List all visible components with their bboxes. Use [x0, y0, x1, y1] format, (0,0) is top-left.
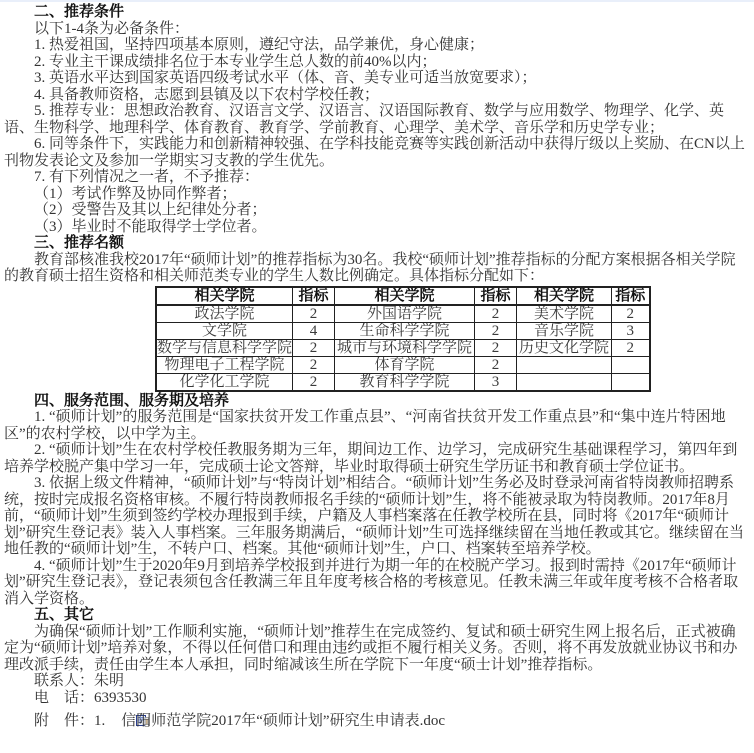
college-header: 相关学院 [335, 287, 475, 305]
s2-subitem-3: （3）毕业时不能取得学士学位者。 [34, 218, 267, 235]
quota-cell [612, 373, 650, 391]
s2-item-3: 3. 英语水平达到国家英语四级考试水平（体、音、美专业可适当放宽要求）； [34, 70, 537, 86]
quota-cell: 2 [475, 356, 517, 373]
quota-cell: 2 [475, 305, 517, 323]
table-row [156, 356, 650, 373]
college-cell: 教育科学学院 [335, 373, 475, 391]
quota-cell: 2 [612, 305, 650, 323]
quota-table [155, 286, 651, 392]
college-cell [517, 373, 612, 391]
section3-para: 教育部核准我校2017年“硕师计划”的推荐指标为30名。我校“硕师计划”推荐指标的分配方案根据各相关学院的教育硕士招生资格和相关师范类专业的学生人数比例确定。具体指标分配如下： [4, 251, 736, 284]
college-header: 相关学院 [517, 287, 612, 305]
s4-item-3: 3. 依据上级文件精神，“硕师计划”与“特岗计划”相结合。“硕师计划”生务必及时登录河南省特岗教师招聘系统，按时完成报名资格审核。不履行特岗教师报名手续的“硕师计划”生，将不能被录取为特岗教师。2017年8月前，“硕师计划”生须到签约学校办理报到手续，户籍及人事档案落在任教学校所在县，同时将《2017年“硕师计划”研究生登记表》装入人事档案。三年服务期满后，“硕师计划”生可选择继续留在当地任教或其它。继续留在当地任教的“硕师计划”生，不转户口、档案。其他“硕师计划”生，户口、档案转至培养学校。 [4, 475, 744, 557]
s2-item-7: 7. 有下列情况之一者，不予推荐： [34, 169, 260, 185]
table-row [156, 373, 650, 391]
document-content [0, 2, 754, 730]
quota-cell: 2 [293, 356, 335, 373]
college-cell: 美术学院 [517, 305, 612, 323]
table-row [156, 339, 650, 356]
s2-item-2: 2. 专业主干课成绩排名位于本专业学生总人数的前40%以内； [34, 53, 437, 70]
word-doc-icon[interactable] [106, 714, 120, 727]
s2-item-4: 4. 具备教师资格，志愿到县镇及以下农村学校任教； [34, 86, 380, 103]
s4-item-2: 2. “硕师计划”生在农村学校任教服务期为三年，期间边工作、边学习，完成研究生基础课程学习，第四年到培养学校脱产集中学习一年，完成硕士论文答辩，毕业时取得硕士研究生学历证书和教育硕士学位证书。 [4, 442, 738, 475]
college-cell: 化学化工学院 [156, 373, 293, 391]
college-cell: 外国语学院 [335, 305, 475, 323]
college-cell: 生命科学学院 [335, 322, 475, 339]
table-row [156, 305, 650, 323]
college-cell: 政法学院 [156, 305, 293, 323]
quota-header: 指标 [612, 287, 650, 305]
section4-heading: 四、服务范围、服务期及培养 [34, 392, 230, 409]
college-cell: 音乐学院 [517, 322, 612, 339]
college-cell: 城市与环境科学学院 [335, 339, 475, 356]
section5-para: 为确保“硕师计划”工作顺利实施，“硕师计划”推荐生在完成签约、复试和硕士研究生网上报名后，正式被确定为“硕师计划”培养对象，不得以任何借口和理由违约或拒不履行相关义务。否则，将不再发放就业协议书和办理改派手续，责任由学生本人承担，同时缩减该生所在学院下一年度“硕士计划”推荐指标。 [4, 623, 738, 673]
contact-phone: 电 话：6393530 [34, 689, 147, 706]
quota-cell: 2 [293, 373, 335, 391]
quota-header: 指标 [475, 287, 517, 305]
quota-cell: 3 [475, 373, 517, 391]
college-cell: 历史文化学院 [517, 339, 612, 356]
quota-cell: 2 [475, 322, 517, 339]
quota-cell: 4 [293, 322, 335, 339]
quota-cell: 2 [612, 339, 650, 356]
s2-item-6: 6. 同等条件下，实践能力和创新精神较强、在学科技能竞赛等实践创新活动中获得厅级以上奖励、在CN以上刊物发表论文及参加一学期实习支教的学生优先。 [4, 136, 745, 169]
table-row [156, 322, 650, 339]
s2-subitem-1: （1）考试作弊及协同作弊者； [34, 185, 237, 202]
section2-intro: 以下1-4条为必备条件： [34, 20, 189, 37]
college-cell: 物理电子工程学院 [156, 356, 293, 373]
s2-item-1: 1. 热爱祖国，坚持四项基本原则，遵纪守法，品学兼优，身心健康； [34, 37, 485, 53]
college-cell [517, 356, 612, 373]
attachment-line [4, 713, 750, 730]
s4-item-1: 1. “硕师计划”的服务范围是“国家扶贫开发工作重点县”、“河南省扶贫开发工作重点县”和“集中连片特困地区”的农村学校，以中学为主。 [4, 409, 726, 442]
attachment-file-link[interactable]: 信阳师范学院2017年“硕师计划”研究生申请表.doc [121, 713, 445, 729]
college-cell: 文学院 [156, 322, 293, 339]
quota-cell [612, 356, 650, 373]
section5-heading: 五、其它 [34, 607, 95, 623]
quota-cell: 3 [612, 322, 650, 339]
attachment-label: 附 件：1. [34, 713, 106, 729]
s4-item-4: 4. “硕师计划”生于2020年9月到培养学校报到并进行为期一年的在校脱产学习。报到时需持《2017年“硕师计划”研究生登记表》，登记表须包含任教满三年且年度考核合格的考核意见。任教未满三年或年度考核不合格者取消入学资格。 [4, 557, 739, 607]
s2-subitem-2: （2）受警告及其以上纪律处分者； [34, 202, 267, 218]
college-cell: 体育学院 [335, 356, 475, 373]
quota-cell: 2 [475, 339, 517, 356]
table-header-row [156, 287, 650, 305]
section3-heading: 三、推荐名额 [34, 235, 125, 251]
quota-cell: 2 [293, 339, 335, 356]
contact-name: 联系人：朱明 [34, 673, 125, 689]
quota-header: 指标 [293, 287, 335, 305]
college-cell: 数学与信息科学学院 [157, 339, 293, 356]
college-header: 相关学院 [156, 287, 293, 305]
quota-cell: 2 [293, 305, 335, 323]
s2-item-5: 5. 推荐专业：思想政治教育、汉语言文学、汉语言、汉语国际教育、数学与应用数学、物理学、化学、英语、生物科学、地理科学、体育教育、教育学、学前教育、心理学、美术学、音乐学和历史学专业； [4, 103, 725, 136]
section2-heading: 二、推荐条件 [34, 4, 125, 20]
